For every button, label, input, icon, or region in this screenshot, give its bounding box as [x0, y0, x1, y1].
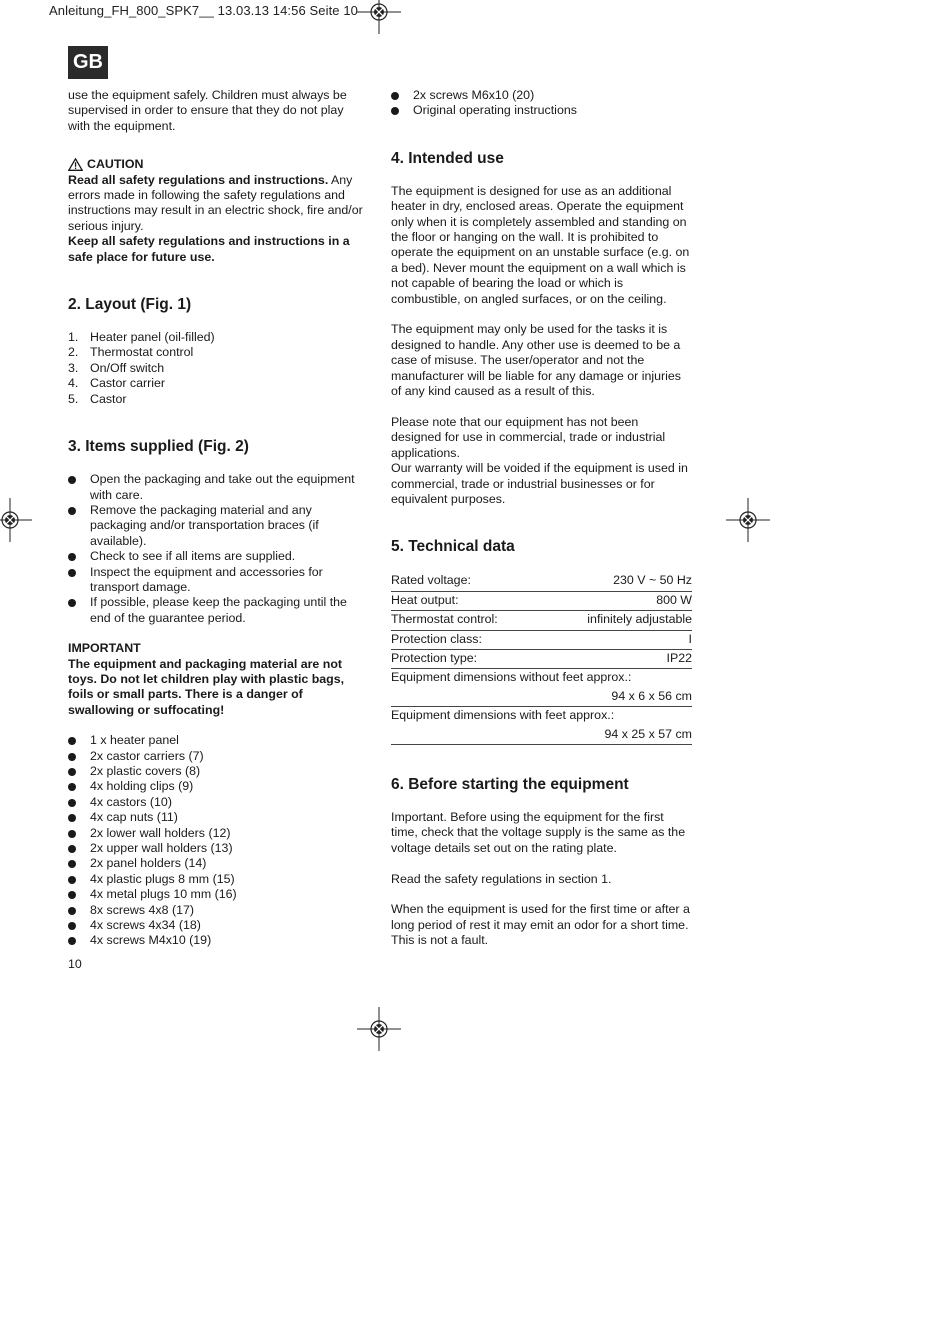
before-starting-paragraph: Read the safety regulations in section 1. [391, 871, 612, 886]
caution-paragraph [68, 173, 368, 235]
file-header-line: Anleitung_FH_800_SPK7__ 13.03.13 14:56 Seite 10 [49, 3, 358, 18]
registration-mark-icon [357, 1007, 401, 1051]
part-item: 4x metal plugs 10 mm (16) [68, 887, 368, 902]
layout-list-item: 5. Castor [68, 391, 127, 406]
right-column [391, 88, 692, 949]
warning-triangle-icon [68, 158, 83, 171]
layout-list-item: 1. Heater panel (oil-filled) [68, 330, 215, 345]
instruction-item: Remove the packaging material and any packaging and/or transportation braces (if available). [68, 503, 368, 549]
parts-list [68, 733, 368, 949]
part-item: 2x castor carriers (7) [68, 749, 368, 764]
caution-keep-instructions: Keep all safety regulations and instructions in a safe place for future use. [68, 234, 350, 264]
caution-text: Any errors made in following the safety regulations and instructions may result in an electric shock, fire and/or serious injury. [68, 172, 363, 233]
parts-list-continued [391, 88, 692, 119]
part-item: 4x castors (10) [68, 795, 368, 810]
part-item: Original operating instructions [391, 103, 692, 118]
section-layout-heading: 2. Layout (Fig. 1) [68, 296, 192, 314]
part-item: 4x screws M4x10 (19) [68, 933, 368, 948]
part-item: 4x plastic plugs 8 mm (15) [68, 872, 368, 887]
section-items-heading: 3. Items supplied (Fig. 2) [68, 438, 249, 456]
before-starting-paragraph: Important. Before using the equipment for the first time, check that the voltage supply is the same as the voltage details set out on the rating plate. [391, 809, 686, 855]
instruction-item: Check to see if all items are supplied. [68, 549, 368, 564]
part-item: 2x lower wall holders (12) [68, 826, 368, 841]
intro-paragraph: use the equipment safely. Children must always be supervised in order to ensure that they do not play with the equipment. [68, 88, 347, 133]
caution-bold-lead: Read all safety regulations and instructions. [68, 172, 329, 187]
table-row: 94 x 6 x 56 cm [391, 688, 692, 707]
table-row: Protection class: I [391, 630, 692, 649]
part-item: 2x screws M6x10 (20) [391, 88, 692, 103]
section-before-starting-heading: 6. Before starting the equipment [391, 775, 629, 793]
warranty-paragraph: Our warranty will be voided if the equipment is used in commercial, trade or industrial businesses or for equivalent purposes. [391, 461, 688, 506]
before-starting-paragraph: When the equipment is used for the first time or after a long period of rest it may emit an odor for a short time. This is not a fault. [391, 902, 690, 948]
table-row: Equipment dimensions with feet approx.: [391, 708, 615, 723]
page-number: 10 [68, 957, 82, 971]
section-technical-data-heading: 5. Technical data [391, 538, 515, 556]
table-row: Protection type: IP22 [391, 649, 692, 668]
unpacking-instructions-list [68, 472, 368, 626]
caution-label: CAUTION [87, 157, 144, 172]
registration-mark-icon [0, 498, 32, 542]
intended-use-paragraph: The equipment is designed for use as an additional heater in dry, enclosed areas. Operate the equipment only when it is completely assembled and standing on the floor or hanging on the wall. It is prohibited to operate the equipment on an unstable surface (e.g. on a bed). Never mount the equipment on a wall which is not capable of bearing the load or which is combustible, on angled surfaces, or on the ceiling. [391, 183, 690, 306]
instruction-item: Open the packaging and take out the equipment with care. [68, 472, 368, 503]
layout-list-item: 3. On/Off switch [68, 360, 165, 375]
part-item: 1 x heater panel [68, 733, 368, 748]
caution-heading [68, 157, 368, 172]
part-item: 2x plastic covers (8) [68, 764, 368, 779]
instruction-item: Inspect the equipment and accessories for transport damage. [68, 565, 368, 596]
instruction-item: If possible, please keep the packaging until the end of the guarantee period. [68, 595, 368, 626]
table-row: Thermostat control: infinitely adjustable [391, 611, 692, 630]
table-row: 94 x 25 x 57 cm [391, 726, 692, 745]
section-intended-use-heading: 4. Intended use [391, 149, 504, 167]
part-item: 4x screws 4x34 (18) [68, 918, 368, 933]
part-item: 2x upper wall holders (13) [68, 841, 368, 856]
part-item: 4x cap nuts (11) [68, 810, 368, 825]
language-badge: GB [68, 46, 108, 79]
technical-data-table [391, 572, 692, 745]
layout-list [68, 330, 368, 407]
part-item: 8x screws 4x8 (17) [68, 903, 368, 918]
intended-use-paragraph: Please note that our equipment has not been designed for use in commercial, trade or industrial applications. [391, 414, 666, 460]
table-row: Heat output: 800 W [391, 591, 692, 610]
layout-list-item: 2. Thermostat control [68, 345, 194, 360]
part-item: 4x holding clips (9) [68, 779, 368, 794]
layout-list-item: 4. Castor carrier [68, 376, 166, 391]
important-label: IMPORTANT [68, 641, 141, 656]
table-row: Equipment dimensions without feet approx.: [391, 670, 632, 685]
part-item: 2x panel holders (14) [68, 856, 368, 871]
table-row: Rated voltage: 230 V ~ 50 Hz [391, 572, 692, 591]
registration-mark-icon [726, 498, 770, 542]
registration-mark-icon [357, 0, 401, 34]
important-warning: The equipment and packaging material are not toys. Do not let children play with plastic bags, foils or small parts. There is a danger of swallowing or suffocating! [68, 656, 345, 717]
left-column [68, 88, 368, 949]
intended-use-paragraph: The equipment may only be used for the tasks it is designed to handle. Any other use is deemed to be a case of misuse. The user/operator and not the manufacturer will be liable for any damage or injuries of any kind caused as a result of this. [391, 322, 681, 399]
